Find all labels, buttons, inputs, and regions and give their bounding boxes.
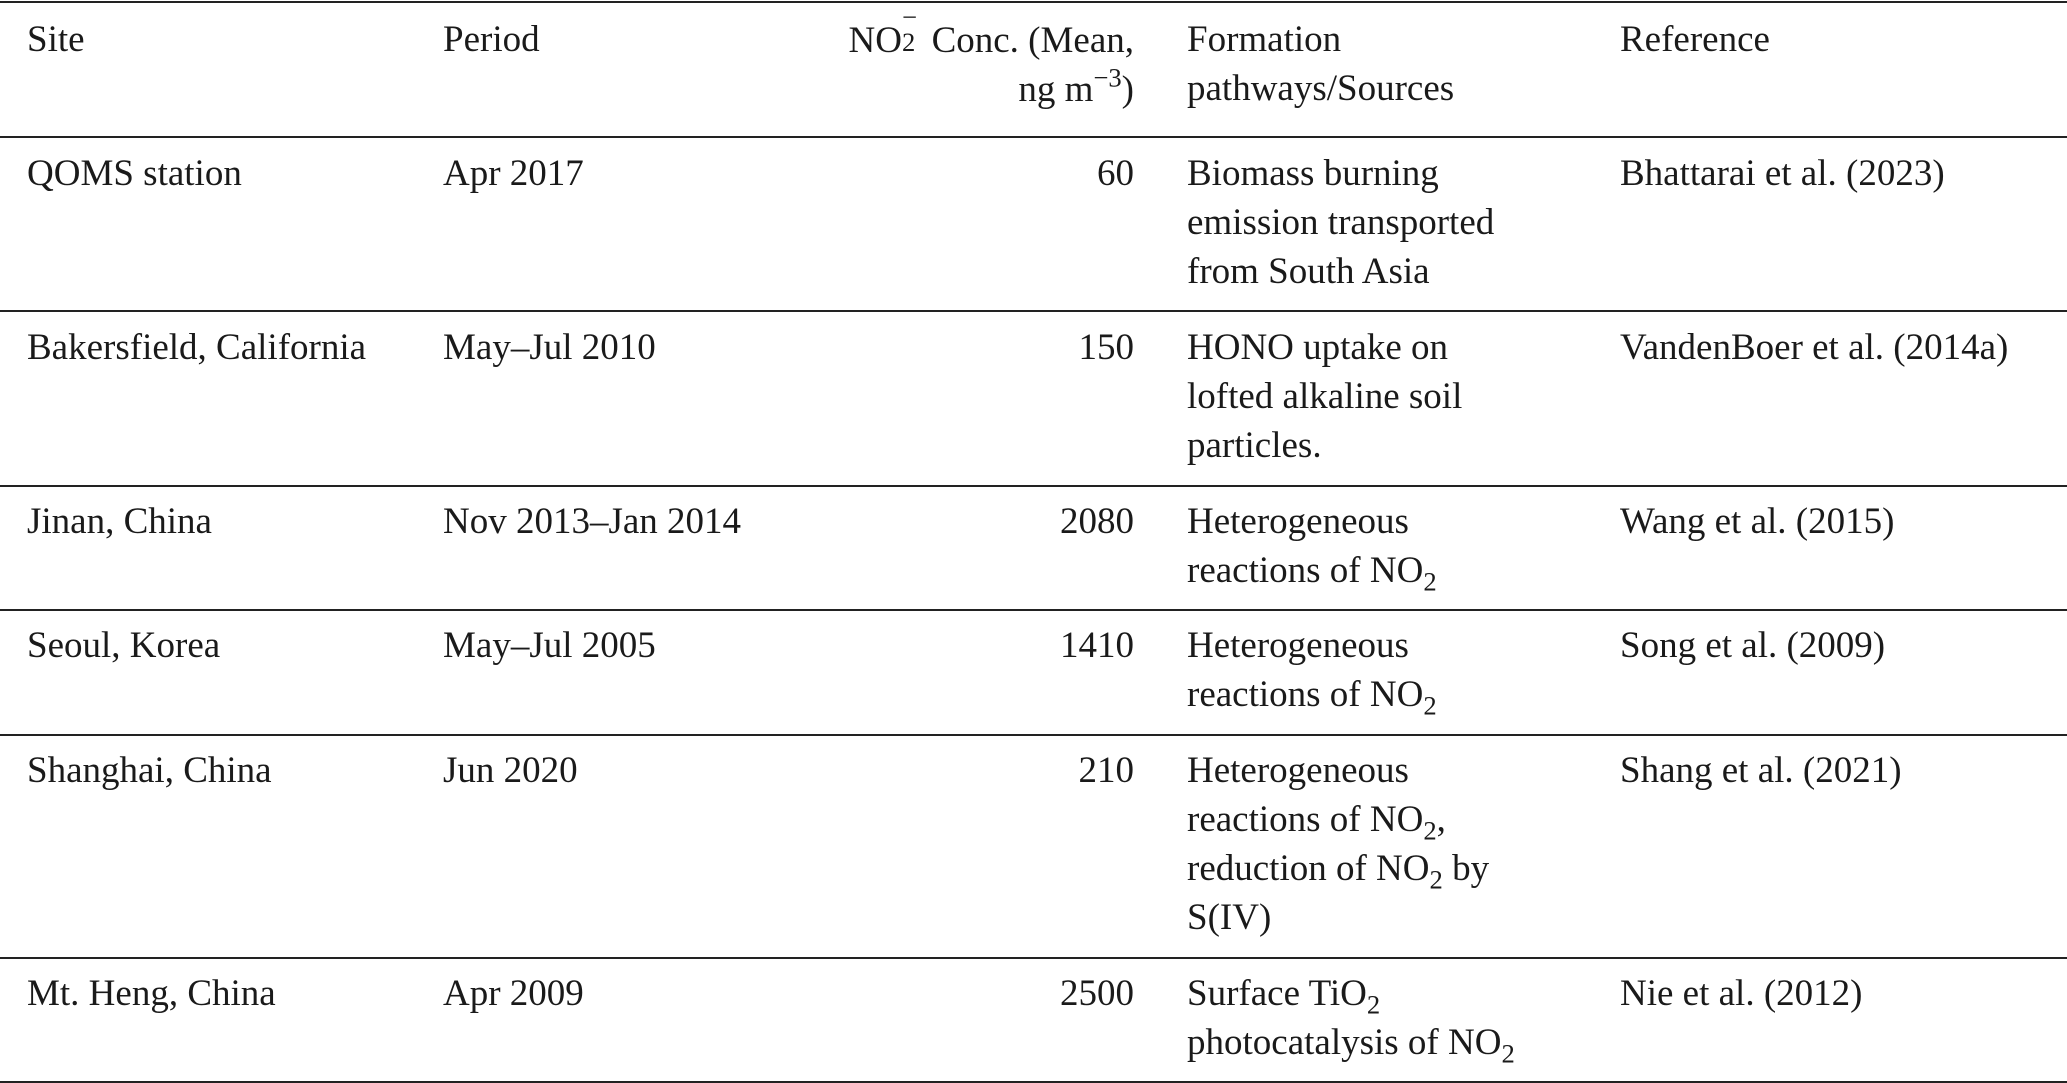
row-formation-line: S(IV) (1187, 897, 1272, 938)
row-formation-text: reactions of NO (1187, 799, 1424, 840)
row-formation-line (1187, 969, 1515, 1018)
row-formation (1187, 621, 1437, 719)
row-rule (0, 310, 2067, 312)
row-reference: Wang et al. (2015) (1620, 501, 1895, 542)
header-conc-unit: ng m (1018, 69, 1094, 110)
header-formation-line-2: pathways/Sources (1187, 68, 1455, 109)
row-formation-line: lofted alkaline soil (1187, 376, 1463, 417)
header-period-label: Period (443, 19, 540, 60)
header-formation (1187, 15, 1454, 113)
row-concentration: 210 (1078, 750, 1134, 791)
row-site: Bakersfield, California (27, 327, 367, 368)
row-formation-text: reactions of NO (1187, 674, 1424, 715)
row-formation-subscript: 2 (1501, 1038, 1515, 1069)
row-formation-line: emission transported (1187, 202, 1495, 243)
row-formation-text: Surface TiO (1187, 973, 1367, 1014)
row-site: Shanghai, China (27, 750, 272, 791)
row-concentration: 150 (1078, 327, 1134, 368)
header-conc-line-1 (848, 1, 1134, 65)
row-formation-line (1187, 670, 1437, 719)
row-concentration: 1410 (1060, 625, 1134, 666)
table-top-rule (0, 1, 2067, 3)
row-period: Jun 2020 (443, 750, 578, 791)
row-rule (0, 609, 2067, 611)
row-reference: Bhattarai et al. (2023) (1620, 153, 1945, 194)
row-rule (0, 957, 2067, 959)
row-formation-line: from South Asia (1187, 251, 1430, 292)
row-formation-line: Biomass burning (1187, 153, 1439, 194)
row-site: Mt. Heng, China (27, 973, 276, 1014)
row-formation-line (1187, 546, 1437, 595)
row-rule (0, 734, 2067, 736)
row-site: QOMS station (27, 153, 242, 194)
row-formation (1187, 149, 1494, 296)
row-formation-text: photocatalysis of NO (1187, 1022, 1502, 1063)
row-reference: Shang et al. (2021) (1620, 750, 1902, 791)
row-formation (1187, 497, 1437, 595)
row-formation-line: Heterogeneous (1187, 625, 1409, 666)
header-conc-sup: − (901, 1, 917, 32)
row-formation-subscript: 2 (1423, 815, 1437, 846)
row-formation-text: , (1436, 799, 1446, 840)
header-site-label: Site (27, 19, 85, 60)
row-concentration: 2080 (1060, 501, 1134, 542)
header-reference (1620, 15, 1770, 64)
row-formation (1187, 746, 1489, 942)
row-period: May–Jul 2010 (443, 327, 656, 368)
row-site: Seoul, Korea (27, 625, 221, 666)
row-formation-line: Heterogeneous (1187, 501, 1409, 542)
row-formation-line (1187, 844, 1489, 893)
row-formation-line: particles. (1187, 425, 1322, 466)
header-reference-label: Reference (1620, 19, 1770, 60)
row-formation-subscript: 2 (1423, 566, 1437, 597)
row-formation-line: Heterogeneous (1187, 750, 1409, 791)
row-concentration: 60 (1097, 153, 1134, 194)
row-concentration: 2500 (1060, 973, 1134, 1014)
row-formation-subscript: 2 (1429, 864, 1443, 895)
row-site: Jinan, China (27, 501, 212, 542)
header-conc-unit-exp: −3 (1093, 62, 1122, 93)
row-reference: Song et al. (2009) (1620, 625, 1886, 666)
row-formation (1187, 969, 1515, 1067)
row-period: Apr 2009 (443, 973, 584, 1014)
header-conc-species: NO (848, 20, 902, 61)
row-period: Nov 2013–Jan 2014 (443, 501, 742, 542)
row-period: Apr 2017 (443, 153, 584, 194)
row-rule (0, 485, 2067, 487)
row-formation-line: HONO uptake on (1187, 327, 1449, 368)
row-formation-subscript: 2 (1423, 690, 1437, 721)
header-rule (0, 136, 2067, 138)
row-reference: Nie et al. (2012) (1620, 973, 1863, 1014)
header-conc-unit-close: ) (1121, 69, 1134, 110)
row-formation-text: by (1442, 848, 1490, 889)
row-formation-line (1187, 1018, 1515, 1067)
header-concentration (848, 1, 1134, 114)
row-period: May–Jul 2005 (443, 625, 656, 666)
row-formation (1187, 323, 1462, 470)
header-formation-line-1: Formation (1187, 19, 1342, 60)
header-conc-sub: 2 (901, 26, 916, 57)
header-conc-supsub (901, 1, 922, 57)
header-site (27, 15, 85, 64)
row-formation-text: reactions of NO (1187, 550, 1424, 591)
row-formation-subscript: 2 (1366, 989, 1381, 1020)
row-reference: VandenBoer et al. (2014a) (1620, 327, 2009, 368)
header-period (443, 15, 540, 64)
row-formation-line (1187, 795, 1489, 844)
header-conc-line-2 (849, 62, 1134, 114)
header-conc-rest: Conc. (Mean, (922, 20, 1134, 61)
row-formation-text: reduction of NO (1187, 848, 1430, 889)
